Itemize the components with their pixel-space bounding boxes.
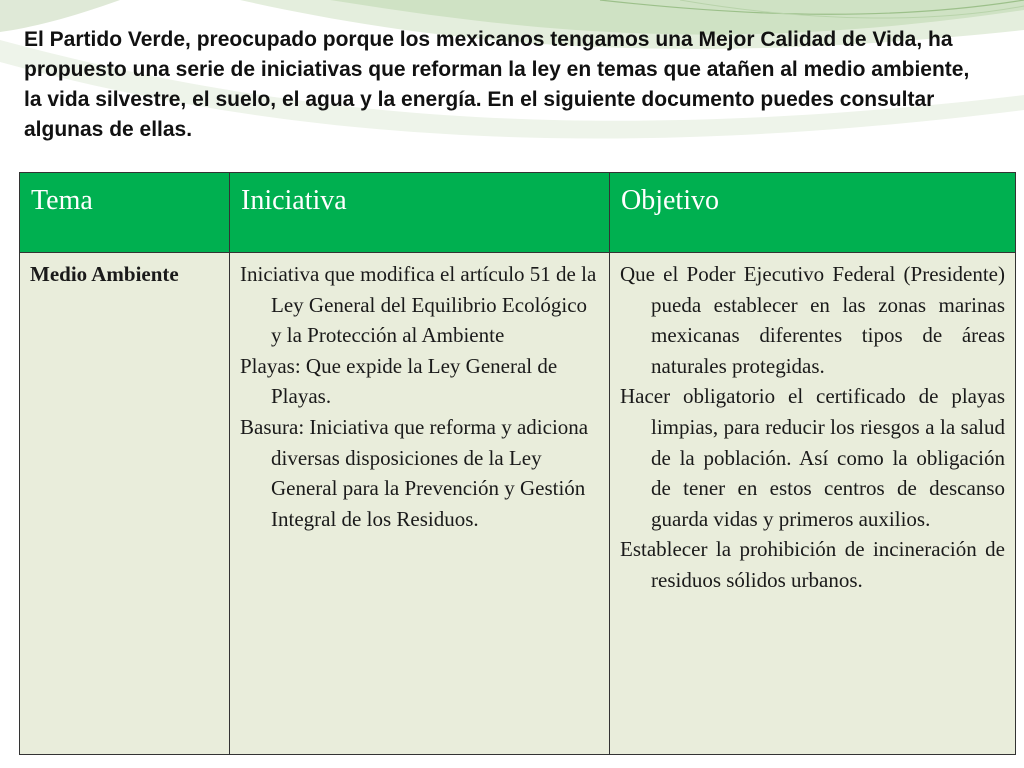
objetivo-item: Hacer obligatorio el certificado de playas limpias, para reducir los riesgos a la salud de la población. Así como la obligación de tener en estos centros de descanso guarda vidas y primeros auxilios.: [620, 384, 1005, 531]
cell-tema: [20, 253, 230, 755]
initiatives-table: [19, 172, 1016, 755]
iniciativa-item: Playas: Que expide la Ley General de Playas.: [240, 353, 558, 409]
cell-iniciativa: [230, 253, 610, 755]
header-objetivo: Objetivo: [610, 173, 1016, 253]
cell-objetivo: [610, 253, 1016, 755]
table-row: [20, 253, 1016, 755]
intro-paragraph: El Partido Verde, preocupado porque los mexicanos tengamos una Mejor Calidad de Vida, ha propuesto una serie de iniciativas que reforman la ley en temas que atañen al medio ambiente, la vida silvestre, el suelo, el agua y la energía. En el siguiente documento puedes consultar algunas de ellas.: [24, 28, 970, 141]
iniciativa-item: Iniciativa que modifica el artículo 51 de la Ley General del Equilibrio Ecológico y la Protección al Ambiente: [240, 262, 597, 348]
table-header-row: [20, 173, 1016, 253]
iniciativa-item: Basura: Iniciativa que reforma y adiciona diversas disposiciones de la Ley General para la Prevención y Gestión Integral de los Residuos.: [240, 414, 589, 531]
objetivo-item: Que el Poder Ejecutivo Federal (Presidente) pueda establecer en las zonas marinas mexicanas diferentes tipos de áreas naturales protegidas.: [620, 262, 1005, 378]
header-iniciativa: Iniciativa: [230, 173, 610, 253]
tema-text: Medio Ambiente: [30, 262, 179, 286]
header-tema: Tema: [20, 173, 230, 253]
objetivo-item: Establecer la prohibición de incineración de residuos sólidos urbanos.: [620, 537, 1005, 592]
